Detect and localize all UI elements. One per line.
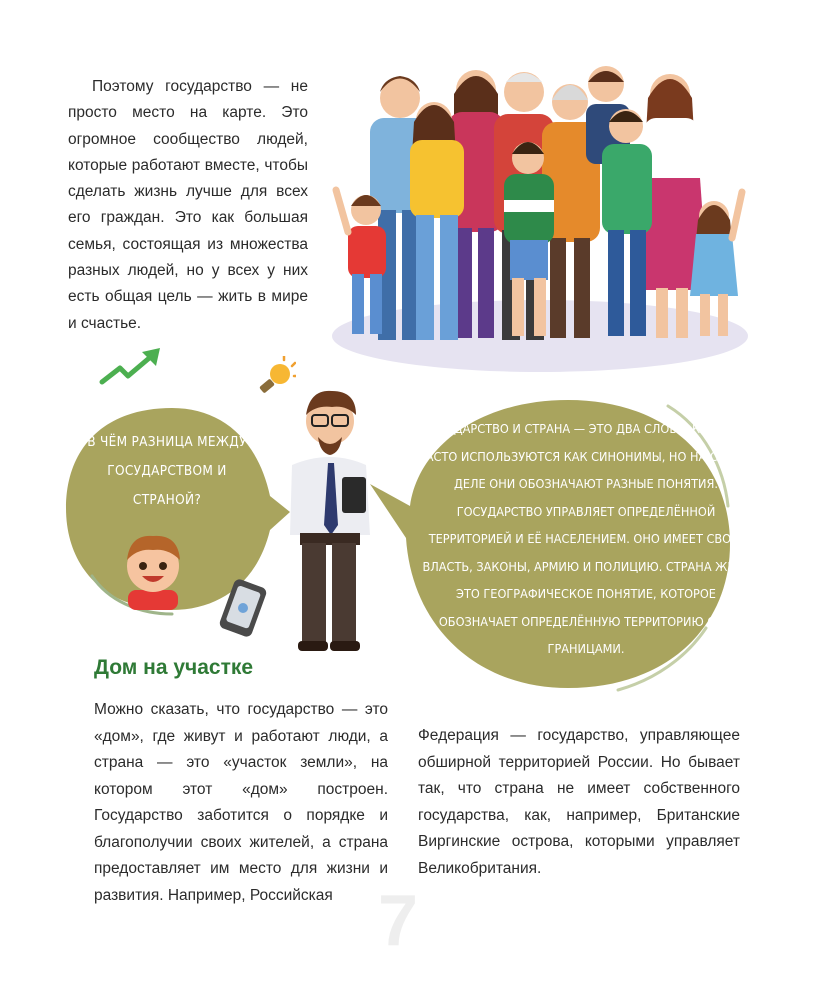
phone-icon bbox=[216, 578, 270, 638]
family-illustration bbox=[330, 60, 750, 380]
teacher-illustration bbox=[270, 385, 380, 655]
boy-illustration bbox=[118, 530, 188, 610]
section-heading: Дом на участке bbox=[94, 656, 254, 679]
answer-text: ГОСУДАРСТВО И СТРАНА — ЭТО ДВА СЛОВА, КОТОРЫЕ ЧАСТО ИСПОЛЬЗУЮТСЯ КАК СИНОНИМЫ, НО НА САМОМ ДЕЛЕ ОНИ ОБОЗНАЧАЮТ РАЗНЫЕ ПОНЯТИЯ. ГОСУДАРСТВО УПРАВЛЯЕТ ОПРЕДЕЛЁННОЙ ТЕРРИТОРИЕЙ И ЕЁ НАСЕЛЕНИЕМ. ОНО ИМЕЕТ СВОЮ ВЛАСТЬ, ЗАКОНЫ, АРМИЮ И ПОЛИЦИЮ. СТРАНА ЖЕ — ЭТО ГЕОГРАФИЧЕСКОЕ ПОНЯТИЕ, КОТОРОЕ ОБОЗНАЧАЕТ ОПРЕДЕЛЁННУЮ ТЕРРИТОРИЮ С ЕЁ ГРАНИЦАМИ. bbox=[418, 421, 754, 656]
page-number: 7 bbox=[378, 881, 419, 961]
intro-paragraph: Поэтому государство — не просто место на карте. Это огромное сообщество людей, которые работают вместе, чтобы сделать жизнь лучше для всех его граждан. Это как большая семья, состоящая из множества разных людей, но у всех у них есть общая цель — жить в мире и счастье. bbox=[68, 78, 308, 332]
section-paragraph-right: Федерация — государство, управляющее обширной территорией России. Но бывает так, что страна не имеет собственного государства, как, например, Британские Виргинские острова, которыми управляет Великобритания. bbox=[418, 727, 740, 877]
growth-arrow-icon bbox=[98, 346, 164, 386]
section-paragraph-left: Можно сказать, что государство — это «дом», где живут и работают люди, а страна — это «участок земли», на котором этот «дом» построен. Государство заботится о порядке и благополучии своих жителей, а страна предоставляет им место для жизни и развития. Например, Российская bbox=[94, 701, 388, 904]
question-text: В ЧЁМ РАЗНИЦА МЕЖДУ ГОСУДАРСТВОМ И СТРАНОЙ? bbox=[87, 434, 247, 508]
